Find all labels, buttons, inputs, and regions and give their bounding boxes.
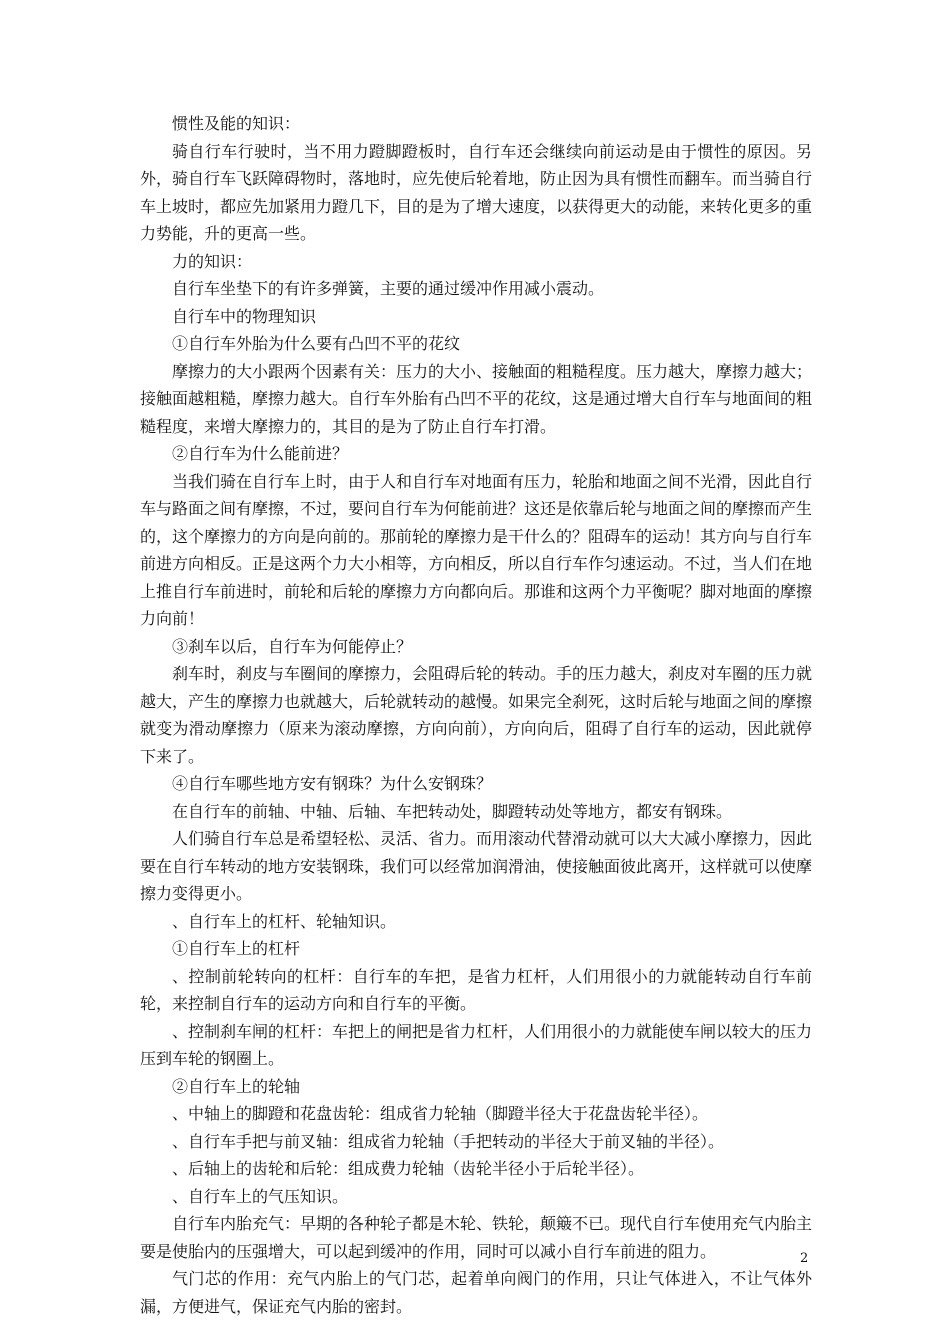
question-tire-pattern: ①自行车外胎为什么要有凸凹不平的花纹 [172, 334, 461, 353]
paragraph-inner-tube: 自行车内胎充气：早期的各种轮子都是木轮、铁轮，颠簸不已。现代自行车使用充气内胎主要是使胎内的压强增大，可以起到缓冲的作用，同时可以减小自行车前进的阻力。 [140, 1214, 813, 1261]
paragraph-forward-motion: 当我们骑在自行车上时，由于人和自行车对地面有压力，轮胎和地面之间不光滑，因此自行车与路面之间有摩擦，不过，要问自行车为何能前进？这还是依靠后轮与地面之间的摩擦而产生的，这个摩擦力的方向是向前的。那前轮的摩擦力是干什么的？阻碍车的运动！其方向与自行车前进方向相反。正是这两个力大小相等，方向相反，所以自行车作匀速运动。不过，当人们在地上推自行车前进时，前轮和后轮的摩擦力方向都向后。那谁和这两个力平衡呢？脚对地面的摩擦力向前！ [140, 471, 813, 628]
heading-physics-in-bicycle: 自行车中的物理知识 [172, 306, 317, 326]
paragraph-steel-ball-locations: 在自行车的前轴、中轴、后轴、车把转动处，脚蹬转动处等地方，都安有钢珠。 [172, 801, 733, 821]
heading-wheel-axles: ②自行车上的轮轴 [172, 1076, 301, 1096]
paragraph-braking: 刹车时，刹皮与车圈间的摩擦力，会阻碍后轮的转动。手的压力越大，刹皮对车圈的压力就越大，产生的摩擦力也就越大，后轮就转动的越慢。如果完全刹死，这时后轮与地面之间的摩擦就变为滑动摩擦力（原来为滚动摩擦，方向向前），方向向后，阻碍了自行车的运动，因此就停下来了。 [140, 664, 813, 766]
question-why-forward: ②自行车为什么能前进？ [172, 444, 349, 463]
paragraph-rolling-friction: 人们骑自行车总是希望轻松、灵活、省力。而用滚动代替滑动就可以大大减小摩擦力，因此要在自行车转动的地方安装钢珠，我们可以经常加润滑油，使接触面彼此离开，这样就可以使摩擦力变得更小。 [140, 829, 813, 903]
list-item-pedal-axle: 、中轴上的脚蹬和花盘齿轮：组成省力轮轴（脚蹬半径大于花盘齿轮半径）。 [172, 1104, 709, 1123]
question-braking: ③刹车以后，自行车为何能停止？ [172, 636, 413, 656]
page-number: 2 [800, 1251, 809, 1266]
paragraph-inertia: 骑自行车行驶时，当不用力蹬脚蹬板时，自行车还会继续向前运动是由于惯性的原因。另外，骑自行车飞跃障碍物时，落地时，应先使后轮着地，防止因为具有惯性而翻车。而当骑自行车上坡时，都应先加紧用力蹬几下，目的是为了增大速度，以获得更大的动能，来转化更多的重力势能，升的更高一些。 [140, 141, 813, 243]
paragraph-valve-core: 气门芯的作用：充气内胎上的气门芯，起着单向阀门的作用，只让气体进入，不让气体外漏，方便进气，保证充气内胎的密封。 [140, 1269, 812, 1316]
paragraph-brake-lever: 、控制刹车闸的杠杆：车把上的闸把是省力杠杆，人们用很小的力就能使车闸以较大的压力压到车轮的钢圈上。 [140, 1021, 813, 1068]
paragraph-steering-lever: 、控制前轮转向的杠杆：自行车的车把，是省力杠杆，人们用很小的力就能转动自行车前轮，来控制自行车的运动方向和自行车的平衡。 [140, 966, 812, 1013]
paragraph-friction-factors: 摩擦力的大小跟两个因素有关：压力的大小、接触面的粗糙程度。压力越大，摩擦力越大；接触面越粗糙，摩擦力越大。自行车外胎有凸凹不平的花纹，这是通过增大自行车与地面间的粗糙程度，来增大摩擦力的，其目的是为了防止自行车打滑。 [140, 361, 813, 436]
heading-lever-wheel-axle: 、自行车上的杠杆、轮轴知识。 [172, 911, 397, 931]
heading-levers: ①自行车上的杠杆 [172, 939, 301, 958]
paragraph-saddle-springs: 自行车坐垫下的有许多弹簧，主要的通过缓冲作用减小震动。 [172, 279, 605, 298]
heading-inertia-energy: 惯性及能的知识： [172, 114, 301, 133]
heading-force: 力的知识： [172, 251, 253, 271]
document-body [140, 110, 812, 1320]
heading-air-pressure: 、自行车上的气压知识。 [172, 1186, 349, 1206]
question-steel-balls: ④自行车哪些地方安有钢珠？为什么安钢珠？ [172, 774, 493, 793]
list-item-handlebar-axle: 、自行车手把与前叉轴：组成省力轮轴（手把转动的半径大于前叉轴的半径）。 [172, 1131, 725, 1151]
list-item-rear-axle: 、后轴上的齿轮和后轮：组成费力轮轴（齿轮半径小于后轮半径）。 [172, 1159, 645, 1178]
